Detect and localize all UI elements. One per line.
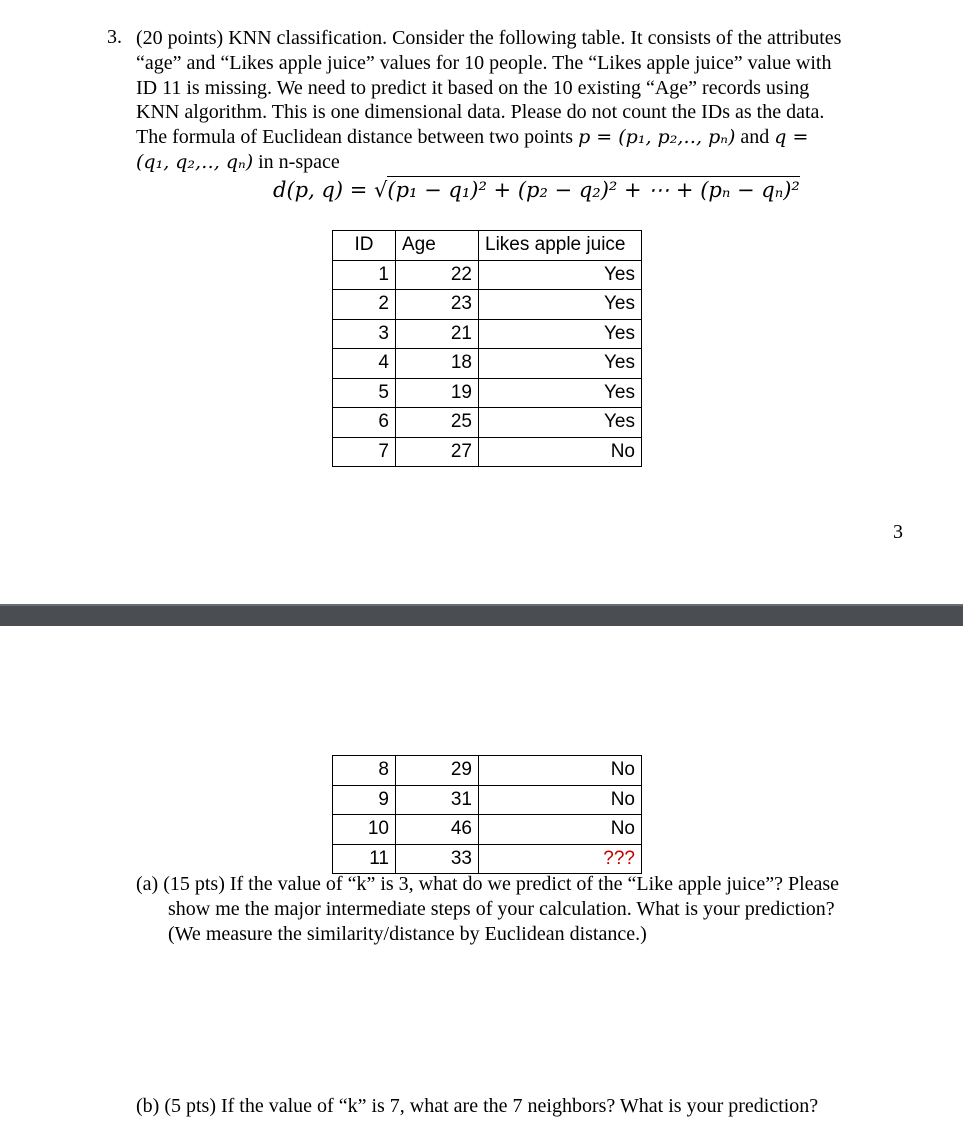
cell-id: 10: [333, 815, 396, 845]
cell-age: 27: [396, 437, 479, 467]
cell-id: 4: [333, 349, 396, 379]
part-a-line-1: (a) (15 pts) If the value of “k” is 3, what do we predict of the “Like apple juice”? Please: [136, 873, 840, 895]
cell-likes-missing: ???: [479, 844, 642, 874]
cell-id: 1: [333, 260, 396, 290]
page-number: 3: [893, 521, 903, 543]
table-row: [333, 756, 642, 786]
cell-likes: Yes: [479, 378, 642, 408]
question-line-3: ID 11 is missing. We need to predict it based on the 10 existing “Age” records using: [136, 76, 810, 99]
part-a-line-2: show me the major intermediate steps of your calculation. What is your prediction?: [168, 897, 835, 920]
cell-likes: No: [479, 437, 642, 467]
cell-age: 29: [396, 756, 479, 786]
cell-id: 8: [333, 756, 396, 786]
cell-age: 25: [396, 408, 479, 438]
part-a-question: [136, 872, 936, 946]
cell-likes: No: [479, 815, 642, 845]
point-q-coords-math: (q₁, q₂,‥, qₙ): [136, 150, 254, 173]
cell-age: 46: [396, 815, 479, 845]
header-likes: Likes apple juice: [479, 231, 642, 261]
cell-id: 6: [333, 408, 396, 438]
cell-id: 5: [333, 378, 396, 408]
table-row: [333, 844, 642, 874]
cell-age: 19: [396, 378, 479, 408]
formula-lhs: d(p, q) =: [273, 178, 375, 202]
cell-id: 11: [333, 844, 396, 874]
table-row: [333, 815, 642, 845]
cell-age: 23: [396, 290, 479, 320]
cell-id: 2: [333, 290, 396, 320]
cell-age: 33: [396, 844, 479, 874]
question-line-6: [136, 150, 916, 175]
header-id: ID: [333, 231, 396, 261]
table-row: [333, 378, 642, 408]
cell-likes: Yes: [479, 290, 642, 320]
table-row: [333, 260, 642, 290]
table-row: [333, 319, 642, 349]
point-p-math: p = (p₁, p₂,‥, pₙ): [578, 126, 736, 149]
table-header-row: [333, 231, 642, 261]
cell-id: 9: [333, 785, 396, 815]
cell-age: 31: [396, 785, 479, 815]
part-b-question: (b) (5 pts) If the value of “k” is 7, what are the 7 neighbors? What is your prediction?: [136, 1095, 819, 1117]
cell-likes: No: [479, 756, 642, 786]
cell-likes: No: [479, 785, 642, 815]
table-row: [333, 408, 642, 438]
question-line-1: (20 points) KNN classification. Consider the following table. It consists of the attributes: [136, 27, 842, 49]
euclidean-formula: [273, 176, 800, 202]
table-row: [333, 437, 642, 467]
cell-age: 21: [396, 319, 479, 349]
line5-text: The formula of Euclidean distance between two points: [136, 126, 574, 149]
cell-likes: Yes: [479, 319, 642, 349]
data-table-bottom: [332, 755, 642, 874]
cell-id: 7: [333, 437, 396, 467]
cell-age: 22: [396, 260, 479, 290]
line6-text: in n-space: [258, 150, 340, 173]
cell-age: 18: [396, 349, 479, 379]
question-text: [136, 26, 916, 175]
cell-id: 3: [333, 319, 396, 349]
table-row: [333, 290, 642, 320]
table-row: [333, 349, 642, 379]
formula-body: (p₁ − q₁)² + (p₂ − q₂)² + ⋯ + (pₙ − qₙ)²: [387, 178, 800, 202]
question-line-4: KNN algorithm. This is one dimensional data. Please do not count the IDs as the data.: [136, 101, 825, 124]
sqrt-symbol: √: [374, 178, 388, 202]
point-q-math: q =: [774, 126, 809, 149]
question-line-2: “age” and “Likes apple juice” values for 10 people. The “Likes apple juice” value with: [136, 51, 832, 74]
header-age: Age: [396, 231, 479, 261]
part-a-line-3: (We measure the similarity/distance by Euclidean distance.): [168, 922, 647, 945]
cell-likes: Yes: [479, 408, 642, 438]
line5-and: and: [740, 126, 770, 149]
cell-likes: Yes: [479, 260, 642, 290]
page-break-divider: [0, 604, 963, 626]
data-table-top: [332, 230, 642, 467]
table-row: [333, 785, 642, 815]
question-line-5: [136, 125, 916, 150]
cell-likes: Yes: [479, 349, 642, 379]
question-number: 3.: [107, 26, 122, 48]
